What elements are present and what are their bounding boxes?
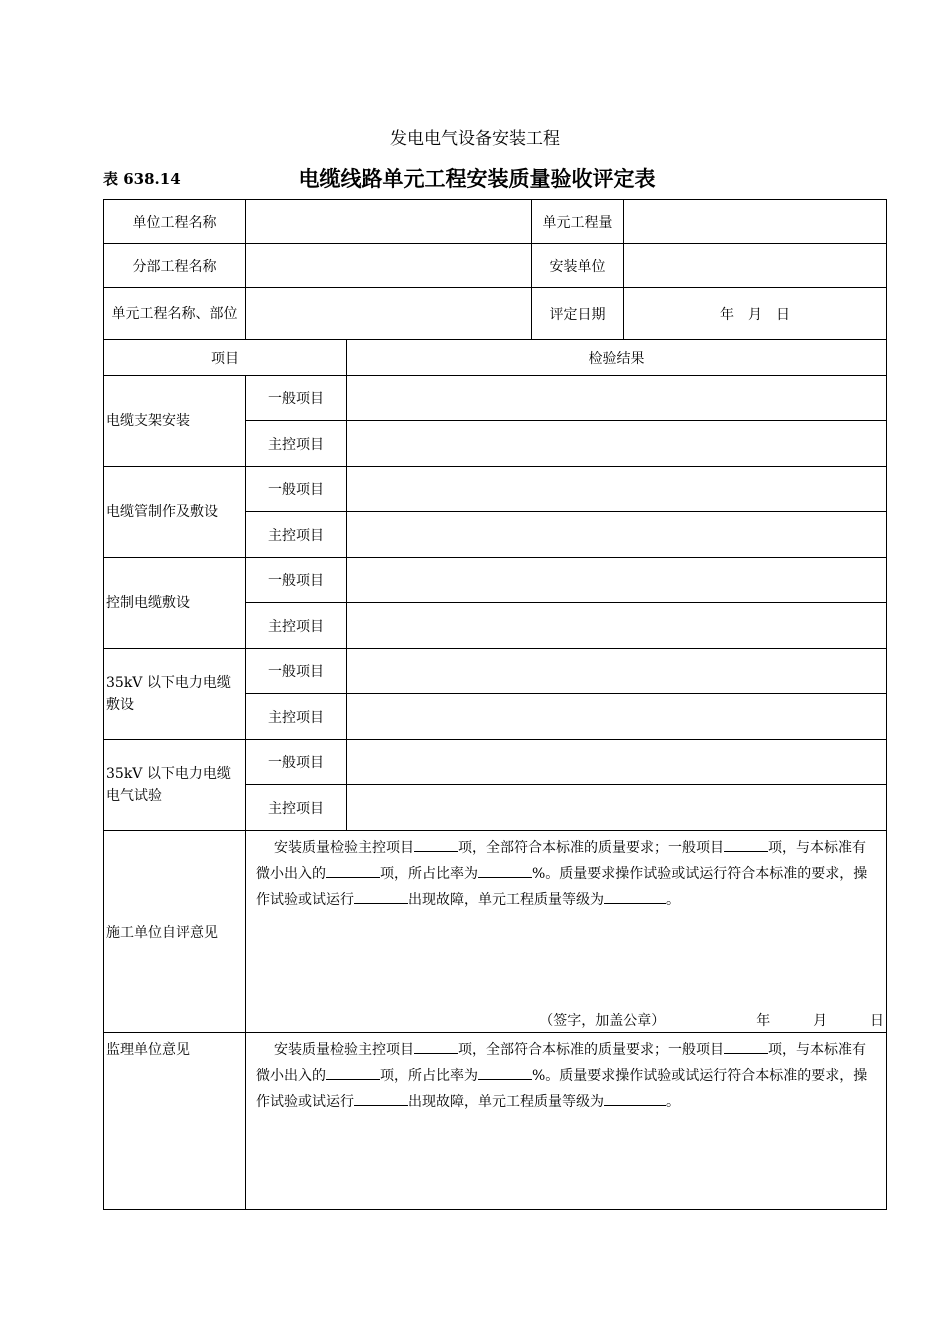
group-label: 35kV 以下电力电缆电气试验 [104, 740, 246, 831]
result-field[interactable] [347, 603, 887, 649]
table-number: 表 638.14 [103, 170, 181, 188]
supervision-opinion-cell[interactable] [246, 1033, 887, 1210]
result-field[interactable] [347, 785, 887, 831]
inspection-row [104, 740, 887, 785]
construction-opinion-text: 安装质量检验主控项目 项，全部符合本标准的质量要求；一般项目 项，与本标准有微小出入的 项，所占比率为 %。质量要求操作试验或试运行符合本标准的要求，操作试验或试运行 出现故障，单元工程质量等级为 。 [246, 831, 886, 913]
construction-opinion-cell[interactable] [246, 831, 887, 1033]
result-field[interactable] [347, 740, 887, 785]
general-item-label: 一般项目 [246, 376, 347, 421]
unit-quantity-field[interactable] [624, 200, 887, 244]
sub-project-name-field[interactable] [246, 244, 532, 288]
install-unit-field[interactable] [624, 244, 887, 288]
item-header: 项目 [104, 340, 347, 376]
result-field[interactable] [347, 376, 887, 421]
evaluation-form-table [103, 199, 887, 1210]
result-field[interactable] [347, 694, 887, 740]
year-label: 年 [756, 1013, 771, 1029]
result-field[interactable] [347, 512, 887, 558]
main-item-label: 主控项目 [246, 603, 347, 649]
day-label: 日 [870, 1013, 884, 1029]
main-item-label: 主控项目 [246, 694, 347, 740]
inspection-row [104, 467, 887, 512]
result-header: 检验结果 [347, 340, 887, 376]
inspection-row [104, 649, 887, 694]
result-field[interactable] [347, 649, 887, 694]
group-label: 电缆支架安装 [104, 376, 246, 467]
unit-quantity-label: 单元工程量 [532, 200, 624, 244]
group-label: 控制电缆敷设 [104, 558, 246, 649]
eval-date-field[interactable]: 年 月 日 [624, 288, 887, 340]
inspection-header-row [104, 340, 887, 376]
inspection-row [104, 558, 887, 603]
supervision-opinion-text: 安装质量检验主控项目 项，全部符合本标准的质量要求；一般项目 项，与本标准有微小出入的 项，所占比率为 %。质量要求操作试验或试运行符合本标准的要求，操作试验或试运行 出现故障，单元工程质量等级为 。 [246, 1033, 886, 1115]
info-row-unit-project [104, 200, 887, 244]
main-item-label: 主控项目 [246, 785, 347, 831]
main-item-label: 主控项目 [246, 421, 347, 467]
document-supertitle: 发电电气设备安装工程 [390, 129, 560, 149]
construction-opinion-label: 施工单位自评意见 [104, 831, 246, 1033]
group-label: 35kV 以下电力电缆敷设 [104, 649, 246, 740]
signature-note: （签字，加盖公章） [539, 1013, 666, 1029]
month-label: 月 [813, 1013, 828, 1029]
general-item-label: 一般项目 [246, 740, 347, 785]
result-field[interactable] [347, 558, 887, 603]
sub-project-name-label: 分部工程名称 [104, 244, 246, 288]
result-field[interactable] [347, 421, 887, 467]
general-item-label: 一般项目 [246, 558, 347, 603]
main-item-label: 主控项目 [246, 512, 347, 558]
inspection-row [104, 376, 887, 421]
supervision-opinion-label: 监理单位意见 [104, 1033, 246, 1210]
document-title: 电缆线路单元工程安装质量验收评定表 [298, 166, 656, 191]
general-item-label: 一般项目 [246, 649, 347, 694]
result-field[interactable] [347, 467, 887, 512]
supervision-opinion-row [104, 1033, 887, 1210]
unit-name-part-label: 单元工程名称、部位 [104, 288, 246, 340]
unit-project-name-field[interactable] [246, 200, 532, 244]
general-item-label: 一般项目 [246, 467, 347, 512]
group-label: 电缆管制作及敷设 [104, 467, 246, 558]
construction-signature-line [539, 1010, 884, 1030]
construction-opinion-row [104, 831, 887, 1033]
info-row-sub-project [104, 244, 887, 288]
info-row-unit-name [104, 288, 887, 340]
unit-name-part-field[interactable] [246, 288, 532, 340]
unit-project-name-label: 单位工程名称 [104, 200, 246, 244]
install-unit-label: 安装单位 [532, 244, 624, 288]
eval-date-label: 评定日期 [532, 288, 624, 340]
